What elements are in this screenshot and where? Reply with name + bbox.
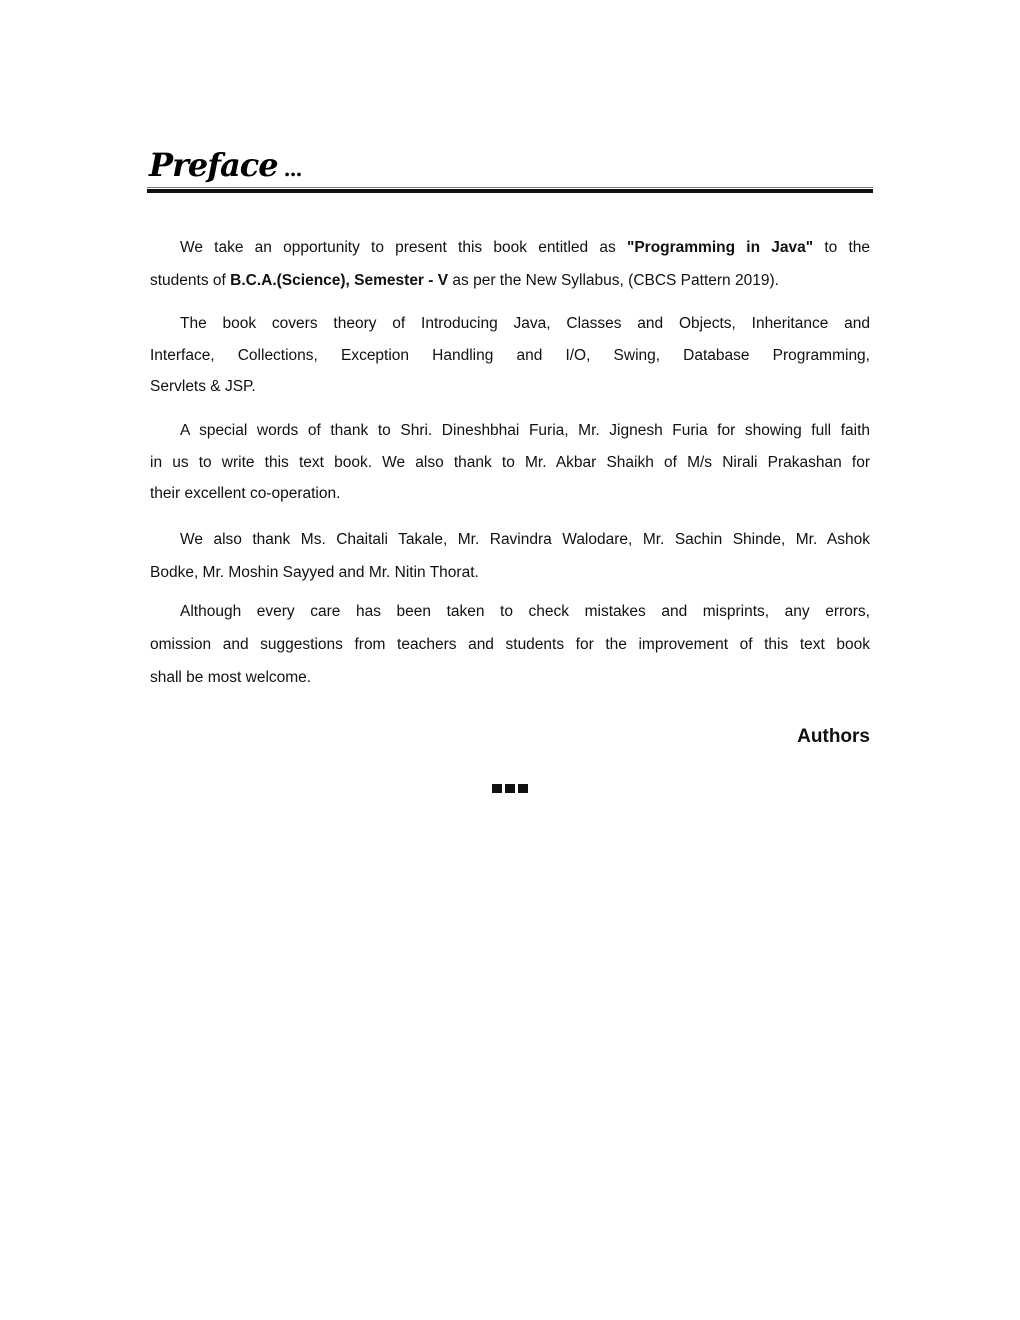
paragraph-5 [150,595,870,694]
paragraph-line: Although every care has been taken to check mistakes and misprints, any errors, [180,603,870,620]
paragraph-2 [150,308,870,403]
paragraph-line: shall be most welcome. [150,669,312,686]
text: as per the New Syllabus, (CBCS Pattern 2019). [448,272,779,289]
three-squares-icon [492,784,528,793]
text: to the [813,239,870,256]
title-rule-thick [147,189,873,193]
title-text: Preface [149,146,278,184]
paragraph-line: The book covers theory of Introducing Java, Classes and Objects, Inheritance and [180,315,870,332]
paragraph-1 [150,231,870,297]
title-dots: ... [283,157,302,181]
paragraph-line: A special words of thank to Shri. Dineshbhai Furia, Mr. Jignesh Furia for showing full faith [180,422,870,439]
signature-authors: Authors [797,726,870,747]
paragraph-line: their excellent co-operation. [150,485,341,502]
paragraph-4 [150,523,870,589]
title-rule-thin [147,187,873,188]
paragraph-line [150,264,870,297]
paragraph-line [150,231,870,264]
paragraph-line: Interface, Collections, Exception Handling and I/O, Swing, Database Programming, [150,346,870,364]
book-title: "Programming in Java" [626,239,814,256]
paragraph-3 [150,415,870,510]
page-title [149,146,302,184]
course-name: B.C.A.(Science), Semester - V [230,272,449,289]
paragraph-line: Servlets & JSP. [150,378,256,395]
text: We take an opportunity to present this book entitled as [180,239,627,256]
text: students of [150,272,231,289]
paragraph-line: Bodke, Mr. Moshin Sayyed and Mr. Nitin Thorat. [150,564,479,581]
paragraph-line: omission and suggestions from teachers and students for the improvement of this text book [150,636,870,653]
paragraph-line: We also thank Ms. Chaitali Takale, Mr. Ravindra Walodare, Mr. Sachin Shinde, Mr. Ashok [180,531,870,548]
paragraph-line: in us to write this text book. We also thank to Mr. Akbar Shaikh of M/s Nirali Prakashan for [150,453,870,471]
